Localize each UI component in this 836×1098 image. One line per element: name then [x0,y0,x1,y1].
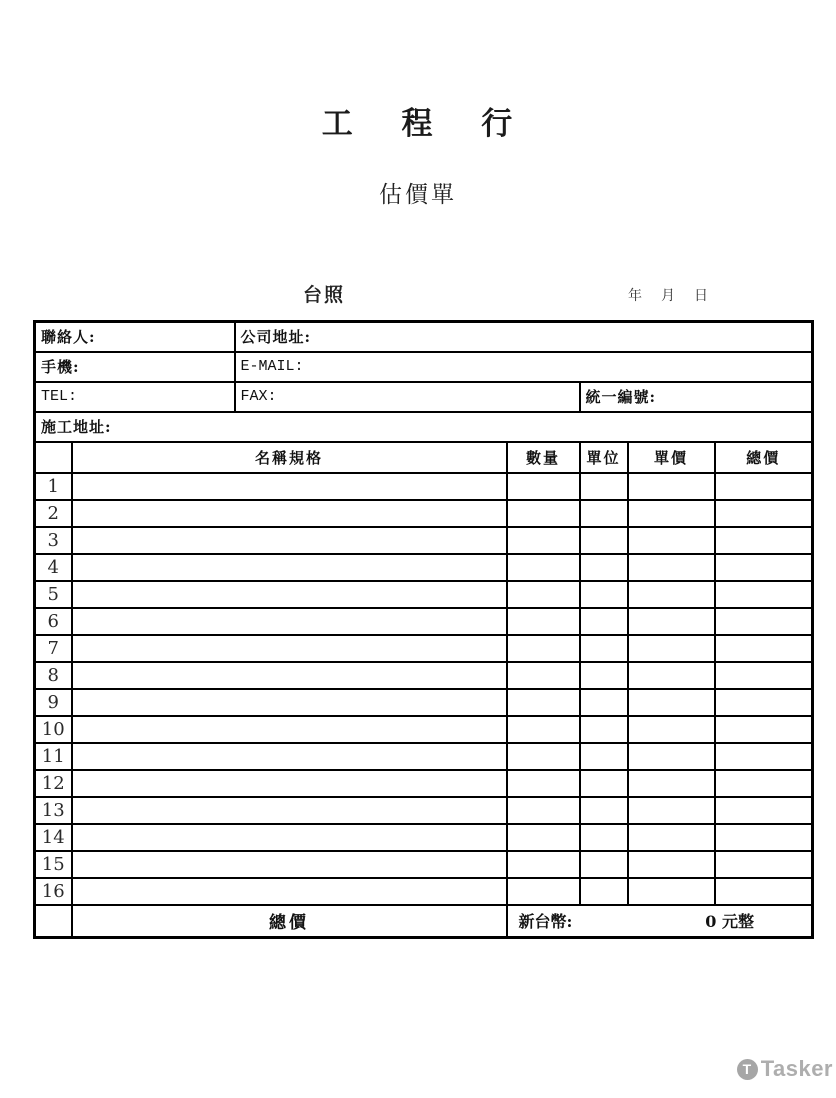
item-empty-cell [72,473,507,500]
item-row-number: 12 [35,770,72,797]
item-empty-cell [715,608,813,635]
item-row-number: 6 [35,608,72,635]
footer-total-label: 總價 [72,905,507,938]
item-empty-cell [715,527,813,554]
item-row [35,608,813,635]
item-empty-cell [72,743,507,770]
item-row-number: 13 [35,797,72,824]
item-empty-cell [715,743,813,770]
item-row-number: 10 [35,716,72,743]
item-empty-cell [507,878,580,905]
item-row [35,581,813,608]
item-empty-cell [715,797,813,824]
item-row-number: 5 [35,581,72,608]
item-empty-cell [507,608,580,635]
item-empty-cell [72,662,507,689]
item-empty-cell [628,554,715,581]
item-empty-cell [507,635,580,662]
tax-id-label: 統一編號: [580,382,813,412]
item-empty-cell [580,797,628,824]
item-empty-cell [580,743,628,770]
item-row-number: 11 [35,743,72,770]
date-year-label: 年 [628,288,642,304]
meta-row [0,283,836,307]
item-empty-cell [507,797,580,824]
item-empty-cell [507,500,580,527]
info-row-tel [35,382,813,412]
item-empty-cell [628,608,715,635]
item-row-number: 9 [35,689,72,716]
item-empty-cell [628,716,715,743]
site-address-label: 施工地址: [35,412,813,442]
item-empty-cell [628,473,715,500]
item-empty-cell [715,581,813,608]
date-day-label: 日 [694,288,708,304]
header-index [35,442,72,473]
item-row-number: 15 [35,851,72,878]
item-empty-cell [628,878,715,905]
item-empty-cell [72,797,507,824]
item-empty-cell [507,662,580,689]
watermark-brand: Tasker [760,1056,833,1081]
item-empty-cell [72,608,507,635]
item-empty-cell [628,500,715,527]
item-empty-cell [628,635,715,662]
item-empty-cell [580,824,628,851]
item-row-number: 1 [35,473,72,500]
item-empty-cell [580,581,628,608]
item-empty-cell [507,581,580,608]
item-empty-cell [715,473,813,500]
item-row-number: 16 [35,878,72,905]
document-title: 估價單 [379,182,457,208]
item-row [35,743,813,770]
item-row [35,878,813,905]
item-empty-cell [72,581,507,608]
info-row-site-address [35,412,813,442]
item-empty-cell [628,824,715,851]
item-empty-cell [715,878,813,905]
item-row [35,500,813,527]
item-empty-cell [580,878,628,905]
date-month-label: 月 [661,288,675,304]
info-row-mobile [35,352,813,382]
item-empty-cell [580,689,628,716]
fax-label: FAX: [235,382,580,412]
item-row-number: 7 [35,635,72,662]
item-empty-cell [715,635,813,662]
attention-label: 台照 [303,284,346,306]
company-title: 工 程 行 [321,106,515,142]
item-empty-cell [628,743,715,770]
header-unit-price: 單價 [628,442,715,473]
item-empty-cell [715,824,813,851]
item-empty-cell [507,554,580,581]
quotation-table [33,320,814,939]
item-empty-cell [628,662,715,689]
item-empty-cell [628,689,715,716]
item-empty-cell [580,608,628,635]
item-empty-cell [715,851,813,878]
header-quantity: 數量 [507,442,580,473]
quotation-form-page [0,98,836,1098]
mobile-label: 手機: [35,352,235,382]
header-total-price: 總價 [715,442,813,473]
item-empty-cell [580,554,628,581]
item-empty-cell [507,851,580,878]
items-body [35,473,813,905]
item-empty-cell [715,716,813,743]
item-row [35,716,813,743]
item-empty-cell [507,770,580,797]
item-empty-cell [715,500,813,527]
item-row [35,689,813,716]
item-empty-cell [580,500,628,527]
company-address-label: 公司地址: [235,322,813,352]
amount-text: 0 元整 [705,912,755,932]
item-row [35,635,813,662]
item-empty-cell [580,662,628,689]
item-empty-cell [72,716,507,743]
item-empty-cell [507,527,580,554]
item-empty-cell [628,527,715,554]
item-row-number: 8 [35,662,72,689]
item-row-number: 2 [35,500,72,527]
item-row [35,851,813,878]
email-label: E-MAIL: [235,352,813,382]
item-row [35,527,813,554]
item-empty-cell [628,581,715,608]
item-empty-cell [72,824,507,851]
date-fields [628,285,708,307]
item-row [35,554,813,581]
item-empty-cell [72,554,507,581]
item-row-number: 14 [35,824,72,851]
item-empty-cell [628,851,715,878]
header-name-spec: 名稱規格 [72,442,507,473]
item-empty-cell [507,824,580,851]
items-header-row [35,442,813,473]
item-empty-cell [715,554,813,581]
item-empty-cell [507,743,580,770]
tel-label: TEL: [35,382,235,412]
item-empty-cell [72,878,507,905]
item-row [35,770,813,797]
item-empty-cell [72,635,507,662]
item-empty-cell [72,770,507,797]
item-row [35,662,813,689]
item-row [35,824,813,851]
item-row-number: 4 [35,554,72,581]
item-empty-cell [628,770,715,797]
info-row-contact [35,322,813,352]
item-empty-cell [580,716,628,743]
item-empty-cell [507,716,580,743]
item-row [35,797,813,824]
item-row-number: 3 [35,527,72,554]
footer-amount-cell [507,905,813,938]
item-empty-cell [72,851,507,878]
item-empty-cell [580,473,628,500]
item-empty-cell [715,770,813,797]
item-empty-cell [580,851,628,878]
item-row [35,473,813,500]
item-empty-cell [715,689,813,716]
item-empty-cell [507,473,580,500]
item-empty-cell [72,689,507,716]
item-empty-cell [507,689,580,716]
footer-row [35,905,813,938]
contact-label: 聯絡人: [35,322,235,352]
tasker-logo-icon: T [737,1059,758,1080]
item-empty-cell [72,527,507,554]
item-empty-cell [72,500,507,527]
item-empty-cell [580,770,628,797]
item-empty-cell [628,797,715,824]
item-empty-cell [580,635,628,662]
item-empty-cell [715,662,813,689]
watermark [737,1056,833,1082]
currency-label: 新台幣: [518,912,573,932]
footer-index-cell [35,905,72,938]
header-unit: 單位 [580,442,628,473]
item-empty-cell [580,527,628,554]
